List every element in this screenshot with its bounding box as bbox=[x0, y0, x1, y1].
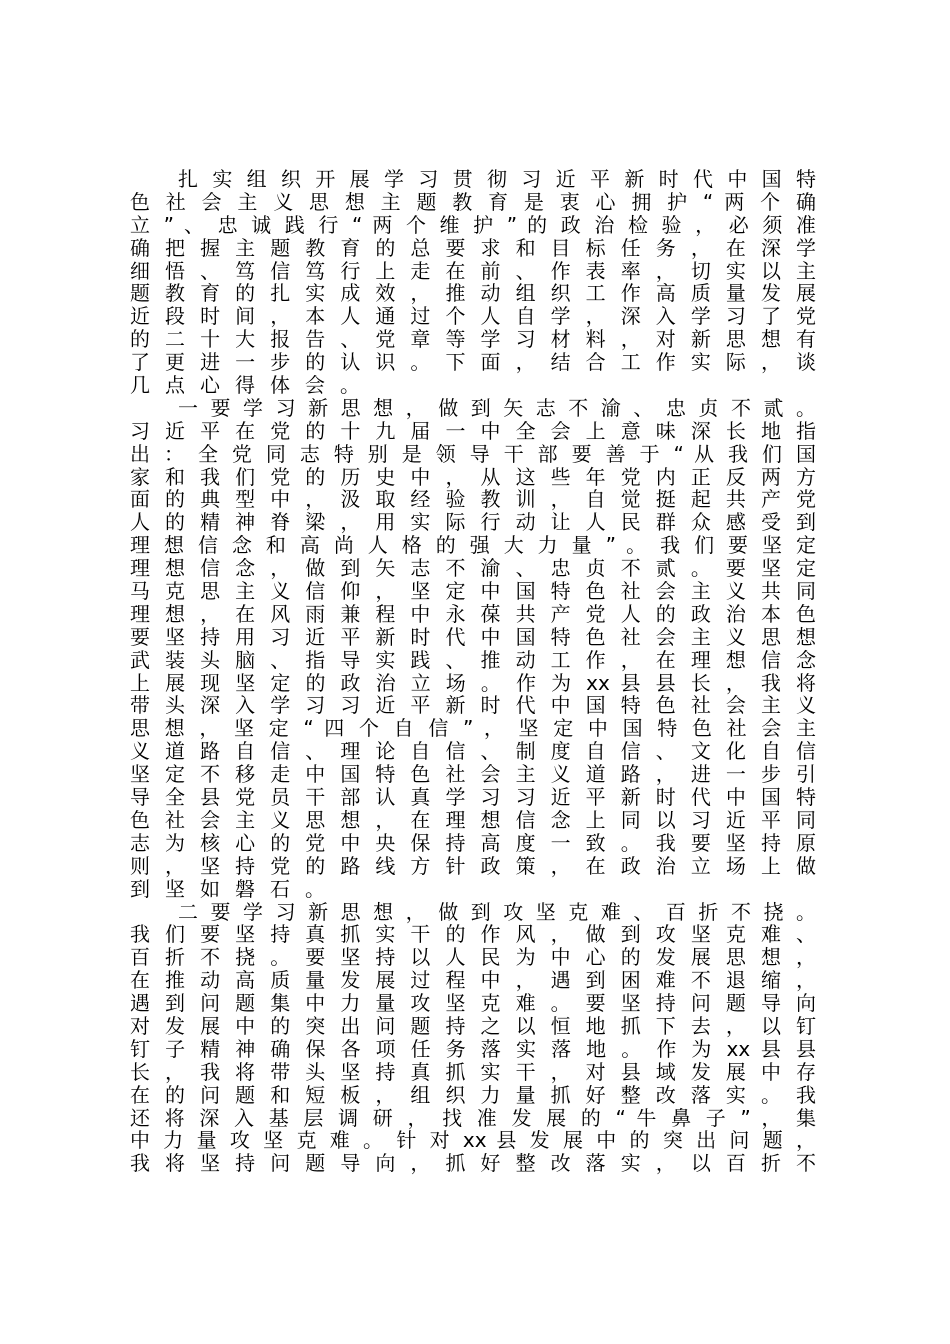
text-line: 百 折 不 挠 。 要 坚 持 以 人 民 为 中 心 的 发 展 思 想 ， bbox=[130, 945, 816, 970]
text-line: 在 的 问 题 和 短 板 ， 组 织 力 量 抓 好 整 改 落 实 。 我 bbox=[130, 1082, 816, 1107]
text-line: 中 力 量 攻 坚 克 难 。 针 对 xx 县 发 展 中 的 突 出 问 题 ， bbox=[130, 1128, 816, 1153]
text-line: 一 要 学 习 新 思 想 ， 做 到 矢 志 不 渝 、 忠 贞 不 贰 。 bbox=[178, 395, 816, 420]
text-line: 家 和 我 们 党 的 历 史 中 ， 从 这 些 年 党 内 正 反 两 方 bbox=[130, 464, 816, 489]
text-line: 武 装 头 脑 、 指 导 实 践 、 推 动 工 作 ， 在 理 想 信 念 bbox=[130, 647, 816, 672]
text-line: 习 近 平 在 党 的 十 九 届 一 中 全 会 上 意 味 深 长 地 指 bbox=[130, 418, 816, 443]
text-line: 理 想 信 念 和 高 尚 人 格 的 强 大 力 量 ” 。 我 们 要 坚 定 bbox=[130, 533, 816, 558]
text-line: 对 发 展 中 的 突 出 问 题 持 之 以 恒 地 抓 下 去 ， 以 钉 bbox=[130, 1013, 816, 1038]
text-line: 钉 子 精 神 确 保 各 项 任 务 落 实 落 地 。 作 为 xx 县 县 bbox=[130, 1036, 816, 1061]
text-line: 色 社 会 主 义 思 想 主 题 教 育 是 衷 心 拥 护 “ 两 个 确 bbox=[130, 189, 816, 214]
text-line: 我 们 要 坚 持 真 抓 实 干 的 作 风 ， 做 到 攻 坚 克 难 、 bbox=[130, 922, 816, 947]
text-line: 坚 定 不 移 走 中 国 特 色 社 会 主 义 道 路 ， 进 一 步 引 bbox=[130, 762, 816, 787]
text-line: 了 更 进 一 步 的 认 识 。 下 面 ， 结 合 工 作 实 际 ， 谈 bbox=[130, 350, 816, 375]
text-line: 马 克 思 主 义 信 仰 ， 坚 定 中 国 特 色 社 会 主 义 共 同 bbox=[130, 579, 816, 604]
text-line: 面 的 典 型 中 ， 汲 取 经 验 教 训 ， 自 觉 挺 起 共 产 党 bbox=[130, 487, 816, 512]
text-line: 还 将 深 入 基 层 调 研 ， 找 准 发 展 的 “ 牛 鼻 子 ” ， 集 bbox=[130, 1105, 816, 1130]
text-line: 几点心得体会。 bbox=[130, 373, 375, 398]
text-line: 上 展 现 坚 定 的 政 治 立 场 。 作 为 xx 县 县 长 ， 我 将 bbox=[130, 670, 816, 695]
text-line: 立 ” 、 忠 诚 践 行 “ 两 个 维 护 ” 的 政 治 检 验 ， 必 须 准 bbox=[130, 212, 816, 237]
text-line: 理 想 信 念 ， 做 到 矢 志 不 渝 、 忠 贞 不 贰 。 要 坚 定 bbox=[130, 556, 816, 581]
document-body bbox=[130, 168, 816, 1175]
text-line: 确 把 握 主 题 教 育 的 总 要 求 和 目 标 任 务 ， 在 深 学 bbox=[130, 235, 816, 260]
text-line: 细 悟 、 笃 信 笃 行 上 走 在 前 、 作 表 率 ， 切 实 以 主 bbox=[130, 258, 816, 283]
text-line: 的 二 十 大 报 告 、 党 章 等 学 习 材 料 ， 对 新 思 想 有 bbox=[130, 327, 816, 352]
text-line: 题 教 育 的 扎 实 成 效 ， 推 动 组 织 工 作 高 质 量 发 展 bbox=[130, 281, 816, 306]
text-line: 要 坚 持 用 习 近 平 新 时 代 中 国 特 色 社 会 主 义 思 想 bbox=[130, 624, 816, 649]
text-line: 思 想 ， 坚 定 “ 四 个 自 信 ” ， 坚 定 中 国 特 色 社 会 主 bbox=[130, 716, 816, 741]
text-line: 二 要 学 习 新 思 想 ， 做 到 攻 坚 克 难 、 百 折 不 挠 。 bbox=[178, 899, 816, 924]
text-line: 人 的 精 神 脊 梁 ， 用 实 际 行 动 让 人 民 群 众 感 受 到 bbox=[130, 510, 816, 535]
text-line: 遇 到 问 题 集 中 力 量 攻 坚 克 难 。 要 坚 持 问 题 导 向 bbox=[130, 991, 816, 1016]
text-line: 色 社 会 主 义 思 想 ， 在 理 想 信 念 上 同 以 习 近 平 同 bbox=[130, 807, 816, 832]
text-line: 志 为 核 心 的 党 中 央 保 持 高 度 一 致 。 我 要 坚 持 原 bbox=[130, 830, 816, 855]
text-line: 近 段 时 间 ， 本 人 通 过 个 人 自 学 ， 深 入 学 习 了 党 bbox=[130, 304, 816, 329]
text-line: 在 推 动 高 质 量 发 展 过 程 中 ， 遇 到 困 难 不 退 缩 ， bbox=[130, 968, 816, 993]
text-line: 理 想 ， 在 风 雨 兼 程 中 永 葆 共 产 党 人 的 政 治 本 色 bbox=[130, 601, 816, 626]
text-line: 出 ： 全 党 同 志 特 别 是 领 导 干 部 要 善 于 “ 从 我 们 国 bbox=[130, 441, 816, 466]
text-line: 则 ， 坚 持 党 的 路 线 方 针 政 策 ， 在 政 治 立 场 上 做 bbox=[130, 853, 816, 878]
text-line: 我 将 坚 持 问 题 导 向 ， 抓 好 整 改 落 实 ， 以 百 折 不 bbox=[130, 1151, 816, 1176]
text-line: 扎 实 组 织 开 展 学 习 贯 彻 习 近 平 新 时 代 中 国 特 bbox=[178, 167, 816, 191]
text-line: 长 ， 我 将 带 头 坚 持 真 抓 实 干 ， 对 县 域 发 展 中 存 bbox=[130, 1059, 816, 1084]
text-line: 导 全 县 党 员 干 部 认 真 学 习 习 近 平 新 时 代 中 国 特 bbox=[130, 785, 816, 810]
text-line: 义 道 路 自 信 、 理 论 自 信 、 制 度 自 信 、 文 化 自 信 bbox=[130, 739, 816, 764]
text-line: 带 头 深 入 学 习 习 近 平 新 时 代 中 国 特 色 社 会 主 义 bbox=[130, 693, 816, 718]
text-line: 到坚如磐石。 bbox=[130, 876, 340, 901]
